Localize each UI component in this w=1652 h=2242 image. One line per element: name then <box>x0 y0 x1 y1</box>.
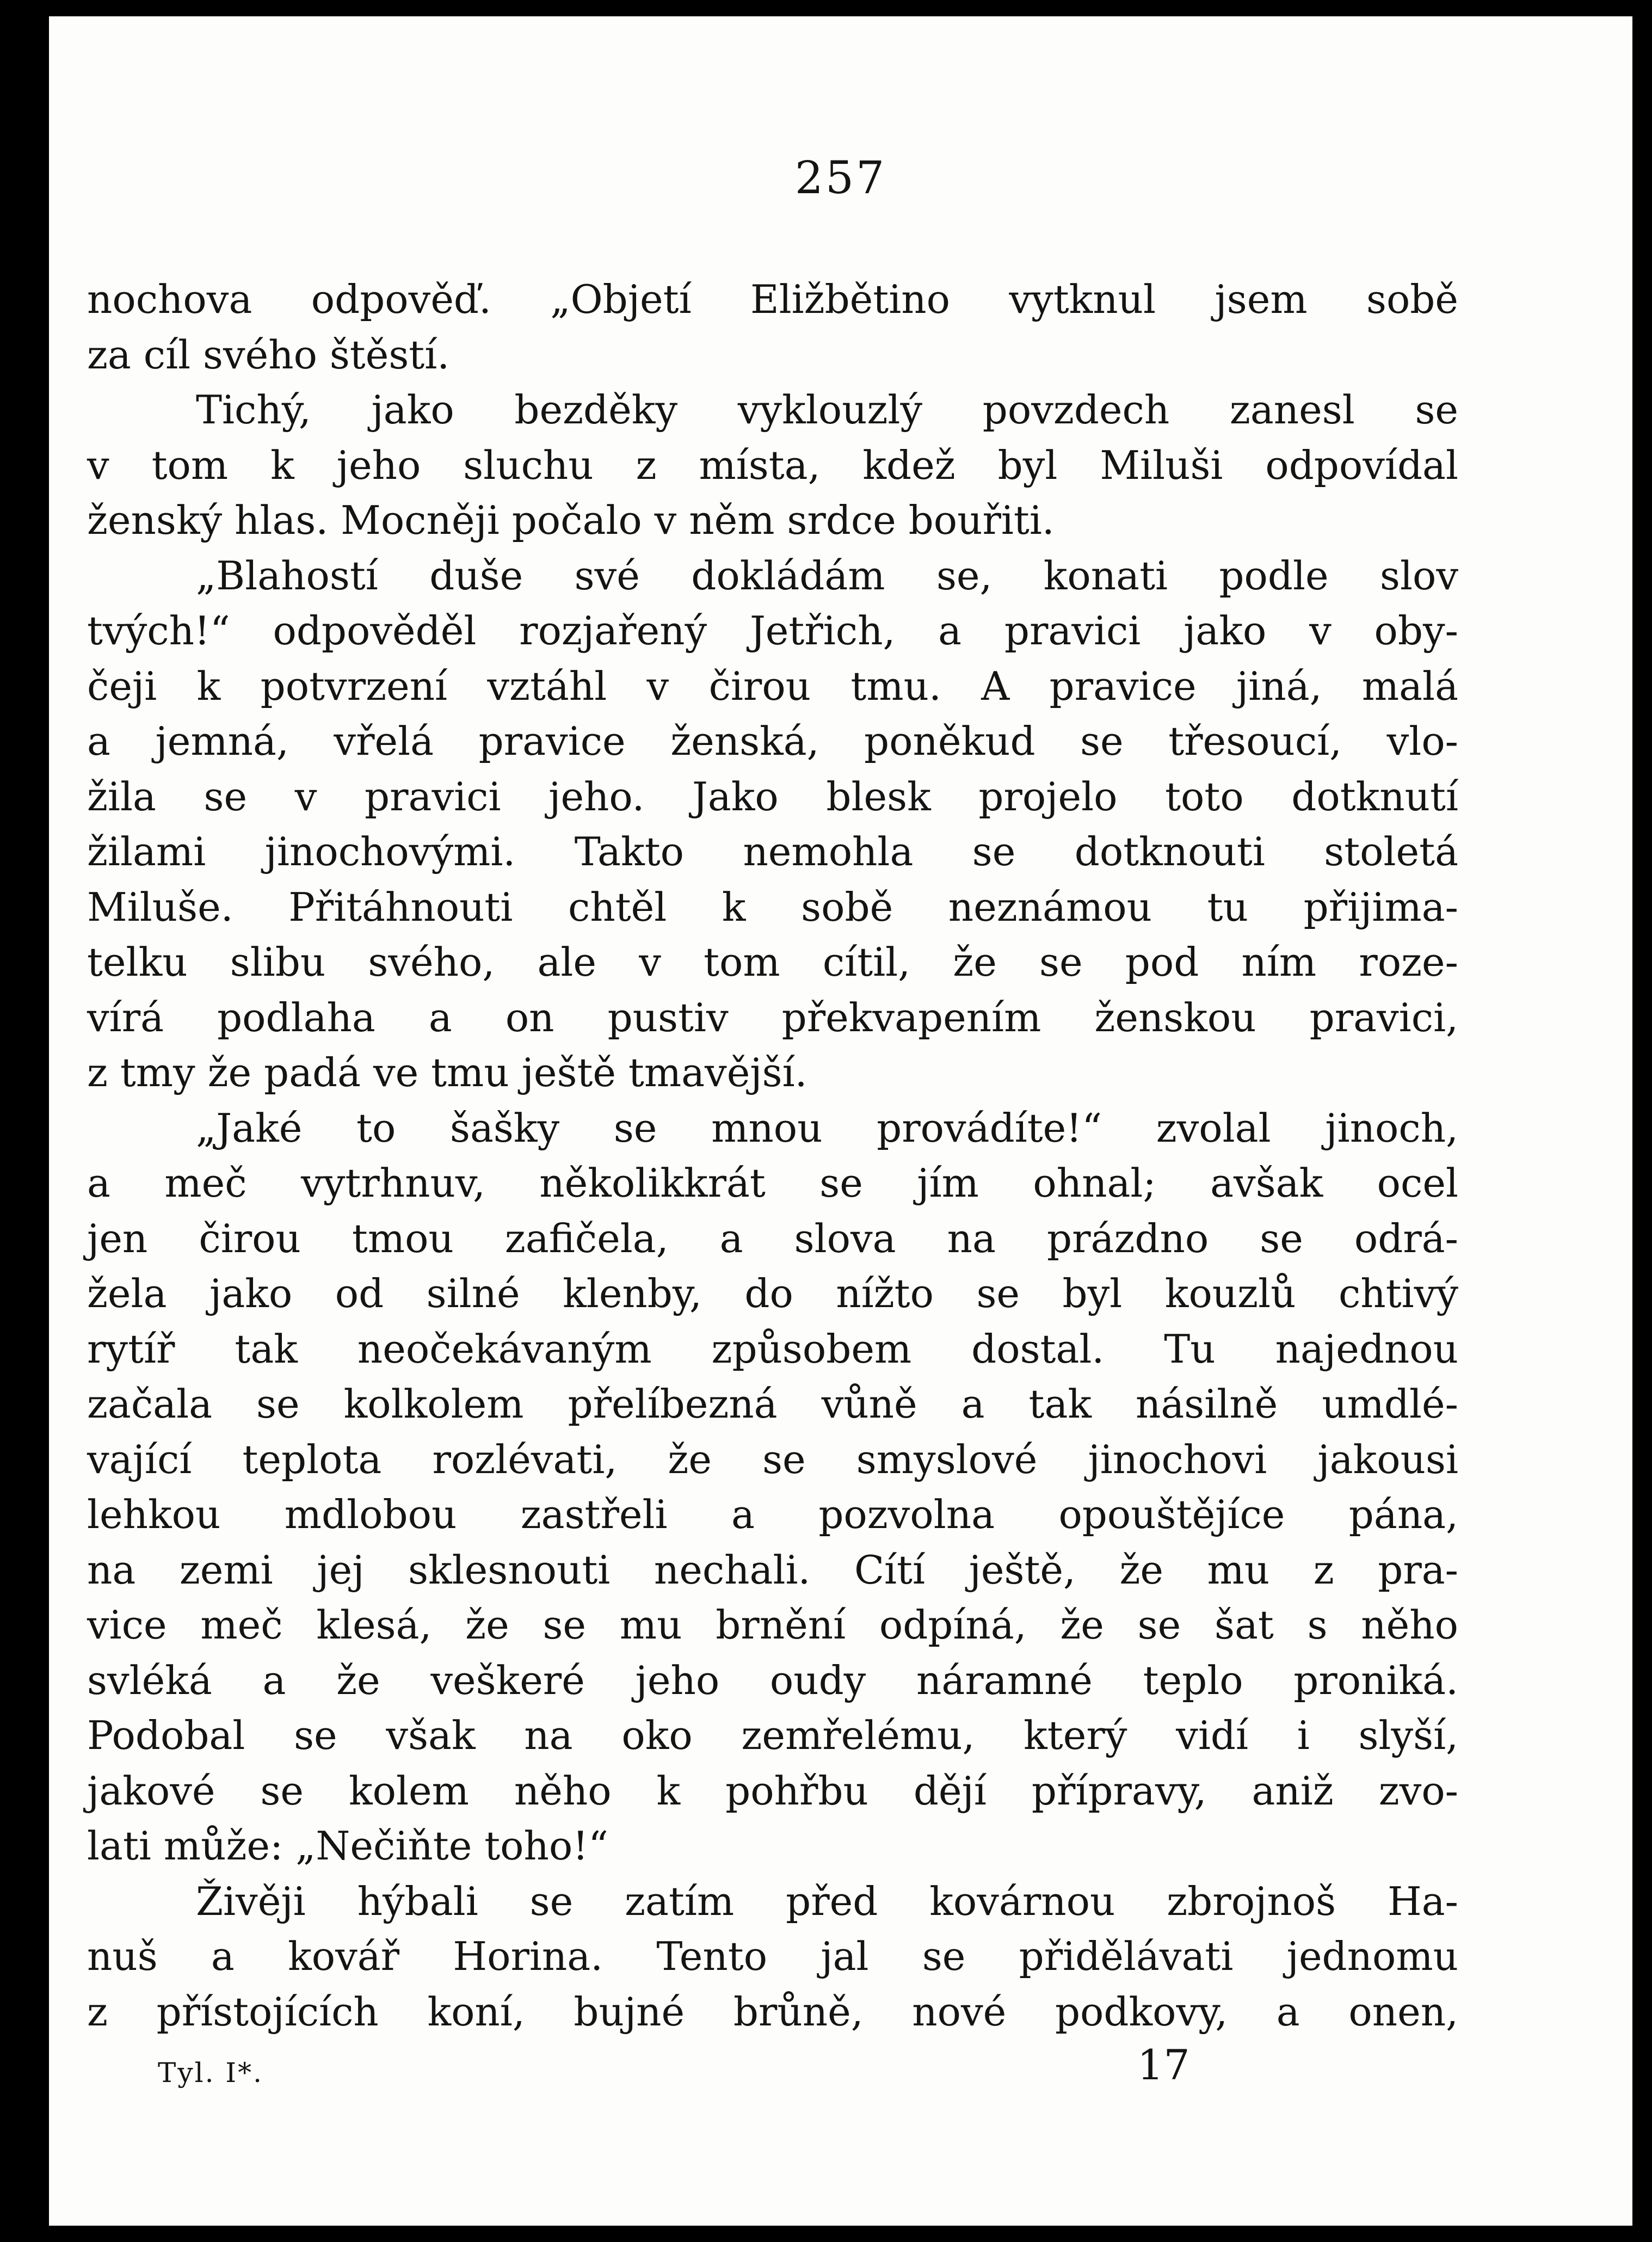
text-line: lati může: „Nečiňte toho!“ <box>87 1823 608 1869</box>
text-line: jen čirou tmou zafičela, a slova na prázdno se odrá- <box>87 1215 1458 1261</box>
text-line: jakové se kolem něho k pohřbu dějí přípravy, aniž zvo- <box>87 1767 1458 1814</box>
text-line: nuš a kovář Horina. Tento jal se přidělávati jednomu <box>87 1933 1458 1979</box>
text-line: a meč vytrhnuv, několikkrát se jím ohnal; avšak ocel <box>87 1160 1458 1206</box>
text-line: Živěji hýbali se zatím před kovárnou zbrojnoš Ha- <box>196 1878 1458 1924</box>
text-line: nochova odpověď. „Objetí Eližbětino vytknul jsem sobě <box>87 276 1458 322</box>
text-line: ženský hlas. Mocněji počalo v něm srdce bouřiti. <box>87 497 1055 543</box>
text-line: a jemná, vřelá pravice ženská, poněkud se třesoucí, vlo- <box>87 718 1458 764</box>
text-line: čeji k potvrzení vztáhl v čirou tmu. A pravice jiná, malá <box>87 663 1458 709</box>
text-line: vice meč klesá, že se mu brnění odpíná, že se šat s něho <box>87 1602 1458 1648</box>
text-line: začala se kolkolem přelíbezná vůně a tak násilně umdlé- <box>87 1381 1458 1427</box>
body-text <box>87 272 1458 2040</box>
text-line: tvých!“ odpověděl rozjařený Jetřich, a pravici jako v oby- <box>87 608 1458 654</box>
text-line: svléká a že veškeré jeho oudy náramné teplo proniká. <box>87 1657 1458 1703</box>
text-line: telku slibu svého, ale v tom cítil, že se pod ním roze- <box>87 939 1458 985</box>
text-line: na zemi jej sklesnouti nechali. Cítí ještě, že mu z pra- <box>87 1547 1458 1593</box>
text-line: Podobal se však na oko zemřelému, který vidí i slyší, <box>87 1713 1458 1758</box>
text-line: za cíl svého štěstí. <box>87 331 450 378</box>
text-line: z přístojících koní, bujné brůně, nové podkovy, a onen, <box>87 1988 1458 2035</box>
book-page <box>49 16 1632 2226</box>
text-line: „Jaké to šašky se mnou provádíte!“ zvolal jinoch, <box>196 1105 1458 1151</box>
text-line: žilami jinochovými. Takto nemohla se dotknouti stoletá <box>87 829 1458 874</box>
text-line: v tom k jeho sluchu z místa, kdež byl Miluši odpovídal <box>87 442 1458 488</box>
text-line: žela jako od silné klenby, do nížto se byl kouzlů chtivý <box>87 1271 1458 1316</box>
text-line: Tichý, jako bezděky vyklouzlý povzdech zanesl se <box>196 387 1458 433</box>
text-line: z tmy že padá ve tmu ještě tmavější. <box>87 1050 807 1095</box>
footer-signature: Tyl. I*. <box>158 2057 264 2089</box>
page-number: 257 <box>794 152 887 204</box>
text-line: rytíř tak neočekávaným způsobem dostal. Tu najednou <box>87 1326 1458 1372</box>
text-line: Miluše. Přitáhnouti chtěl k sobě neznámou tu přijima- <box>87 884 1458 930</box>
text-line: „Blahostí duše své dokládám se, konati podle slov <box>196 552 1458 599</box>
text-line: vírá podlaha a on pustiv překvapením ženskou pravici, <box>87 994 1458 1040</box>
text-line: vající teplota rozlévati, že se smyslové jinochovi jakousi <box>87 1436 1458 1482</box>
footer-sheet-number: 17 <box>1137 2041 1190 2089</box>
text-line: lehkou mdlobou zastřeli a pozvolna opouštějíce pána, <box>87 1492 1458 1537</box>
text-line: žila se v pravici jeho. Jako blesk projelo toto dotknutí <box>87 773 1458 820</box>
